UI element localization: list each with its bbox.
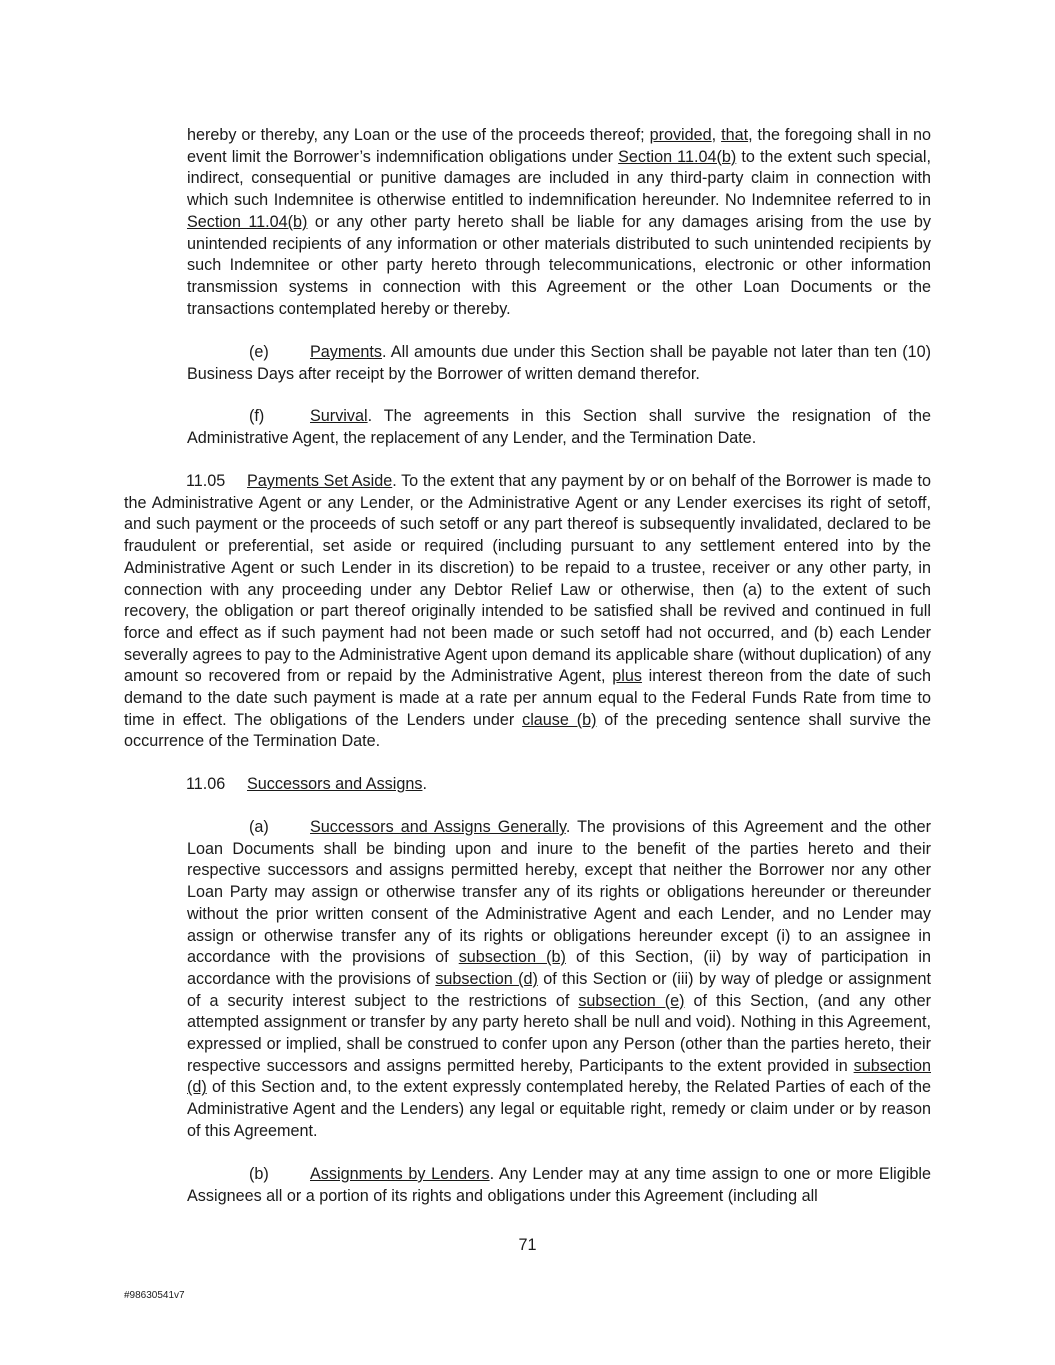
paragraph-f: (f) Survival. The agreements in this Section shall survive the resignation of the Administrative Agent, the replacement of any Lender, and the Termination Date. bbox=[187, 407, 931, 447]
page-number: 71 bbox=[518, 1236, 537, 1254]
section-number: 11.06 bbox=[186, 775, 226, 793]
paragraph-d-continuation: hereby or thereby, any Loan or the use of the proceeds thereof; provided, that, the foregoing shall in no event limit the Borrower’s indemnification obligations under Section 11.04(b) to the extent such special, indirect, consequential or punitive damages are included in any third-party claim in connection with which such Indemnitee is otherwise entitled to indemnification hereunder. No Indemnitee referred to in Section 11.04(b) or any other party hereto shall be liable for any damages arising from the use by unintended recipients of any information or other materials distributed to such unintended recipients by such Indemnitee or other party hereto through telecommunications, electronic or other information transmission systems in connection with this Agreement or the other Loan Documents or the transactions contemplated hereby or thereby. bbox=[187, 126, 931, 318]
document-id: #98630541v7 bbox=[124, 1290, 185, 1301]
subsection-reference: subsection (d) bbox=[187, 1056, 931, 1097]
paragraph-a: (a) Successors and Assigns Generally. The provisions of this Agreement and the other Loan Documents shall be binding upon and inure to the benefit of the parties hereto and their respective successors and assigns permitted hereby, except that neither the Borrower nor any other Loan Party may assign or otherwise transfer any of its rights or obligations hereunder or thereunder without the prior written consent of the Administrative Agent and each Lender, and no Lender may assign or otherwise transfer any of its rights or obligations hereunder except (i) to an assignee in accordance with the provisions of subsection (b) of this Section, (ii) by way of participation in accordance with the provisions of subsection (d) of this Section or (iii) by way of pledge or assignment of a security interest subject to the restrictions of subsection (e) of this Section, (and any other attempted assignment or transfer by any party hereto shall be null and void). Nothing in this Agreement, expressed or implied, shall be construed to confer upon any Person (other than the parties hereto, their respective successors and assigns permitted hereby, Participants to the extent provided in subsection (d) of this Section and, to the extent expressly contemplated hereby, the Related Parties of each of the Administrative Agent and the Lenders) any legal or equitable right, remedy or claim under or by reason of this Agreement. bbox=[187, 818, 932, 1140]
paragraph-b: (b) Assignments by Lenders. Any Lender may at any time assign to one or more Eligible Assignees all or a portion of its rights and obligations under this Agreement (including all bbox=[187, 1165, 931, 1205]
paragraph-e: (e) Payments. All amounts due under this Section shall be payable not later than ten (10) Business Days after receipt by the Borrower of written demand therefor. bbox=[187, 343, 931, 383]
clause-reference: clause (b) bbox=[522, 710, 597, 729]
that-term: that bbox=[721, 126, 749, 144]
subsection-reference: subsection (b) bbox=[458, 948, 566, 967]
paragraph-label: (a) bbox=[249, 818, 269, 836]
paragraph-heading: Successors and Assigns Generally bbox=[310, 818, 566, 836]
paragraph-heading: Assignments by Lenders bbox=[310, 1165, 490, 1183]
provided-term: provided bbox=[649, 126, 712, 144]
section-number: 11.05 bbox=[186, 472, 226, 490]
paragraph-label: (b) bbox=[249, 1165, 269, 1183]
section-reference: Section 11.04(b) bbox=[187, 212, 308, 231]
paragraph-heading: Payments bbox=[310, 343, 382, 361]
paragraph-label: (f) bbox=[249, 407, 265, 425]
section-11-06: 11.06 Successors and Assigns. bbox=[124, 774, 931, 796]
paragraph-heading: Survival bbox=[310, 407, 368, 425]
section-11-05: 11.05 Payments Set Aside. To the extent that any payment by or on behalf of the Borrower is made to the Administrative Agent or any Lender, or the Administrative Agent or any Lender exercises its right of setoff, and such payment or the proceeds of such setoff or any part thereof is subsequently invalidated, declared to be fraudulent or preferential, set aside or required (including pursuant to any settlement entered into by the Administrative Agent or such Lender in its discretion) to be repaid to a trustee, receiver or any other party, in connection with any proceeding under any Debtor Relief Law or otherwise, then (a) to the extent of such recovery, the obligation or part thereof originally intended to be satisfied shall be revived and continued in full force and effect as if such payment had not been made or such setoff had not occurred, and (b) each Lender severally agrees to pay to the Administrative Agent upon demand its applicable share (without duplication) of any amount so recovered from or repaid by the Administrative Agent, plus interest thereon from the date of such demand to the date such payment is made at a rate per annum equal to the Federal Funds Rate from time to time in effect. The obligations of the Lenders under clause (b) of the preceding sentence shall survive the occurrence of the Termination Date. bbox=[124, 472, 932, 751]
section-reference: Section 11.04(b) bbox=[618, 147, 737, 166]
section-heading: Successors and Assigns bbox=[247, 775, 423, 793]
subsection-reference: subsection (e) bbox=[578, 991, 685, 1010]
plus-term: plus bbox=[612, 667, 642, 686]
subsection-reference: subsection (d) bbox=[435, 969, 538, 988]
section-heading: Payments Set Aside bbox=[247, 472, 393, 490]
paragraph-label: (e) bbox=[249, 343, 269, 361]
